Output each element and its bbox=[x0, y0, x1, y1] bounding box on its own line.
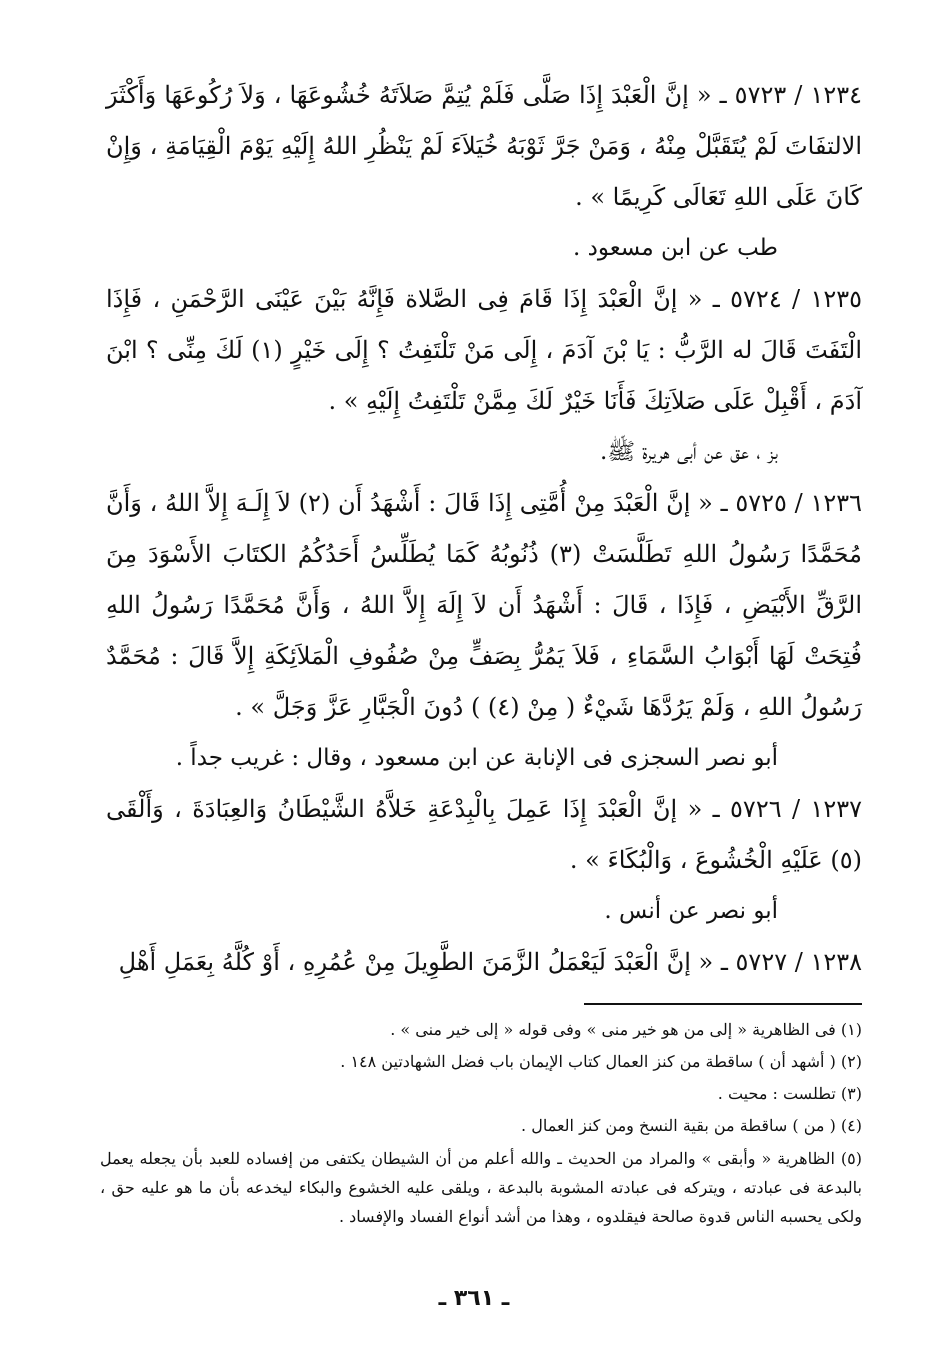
hadith-text: « إنَّ الْعَبْدَ إِذَا قَامَ فِى الصَّلاة فَإِنَّهُ بَيْنَ عَيْنَى الرَّحْمَنِ ، فَإِذَا الْتَفَتَ قَالَ له الرَّبُّ : يَا بْنَ آدَمَ ، إِلَى مَنْ تَلْتَفِتُ ؟ إِلَى خَيْرٍ (١) لَكَ مِنِّى ؟ ابْنَ آدَمَ ، أَقْبِلْ عَلَى صَلاَتِكَ فَأَنَا خَيْرٌ لَكَ مِمَّنْ تَلْتَفِتُ إِلَيْهِ » . bbox=[106, 285, 862, 415]
hadith-entry: ١٢٣٧ / ٥٧٢٦ ـ « إنَّ الْعَبْدَ إِذَا عَمِلَ بِالْبِدْعَةِ خَلاَّهُ الشَّيْطَانُ وَالعِبَادَةَ ، وَأَلْقَى (٥) عَلَيْهِ الْخُشُوعَ ، وَالْبُكَاءَ » . bbox=[106, 795, 862, 874]
hadith-text: « إنَّ الْعَبْدَ مِنْ أُمَّتِى إِذَا قَالَ : أَشْهَدُ أَن (٢) لاَ إِلَـهَ إِلاَّ اللهُ ، وَأَنَّ مُحَمَّدًا رَسُولُ اللهِ تَطَلَّسَتْ (٣) ذُنُوبُهُ كَمَا يُطَلِّسُ أَحَدُكُمُ الكتَابَ الأَسْوَدَ مِنَ الرَّقِّ الأَبْيَضِ ، فَإِذَا ، قَالَ : أَشْهَدُ أَن لاَ إِلَهَ إِلاَّ اللهُ ، وَأَنَّ مُحَمَّدًا رَسُولُ اللهِ فُتِحَتْ لَهَا أَبْوَابُ السَّمَاءِ ، فَلاَ يَمُرُّ بِصَفٍّ مِنْ صُفُوفِ الْمَلاَئِكَةِ إِلاَّ قَالَ : مُحَمَّدٌ رَسُولُ اللهِ ، وَلَمْ يَرُدَّهَا شَيْءٌ ( مِنْ (٤) ) دُونَ الْجَبَّارِ عَزَّ وَجَلَّ » . bbox=[106, 489, 862, 721]
hadith-source: بز ، عق عن أبى هريرة ﷺ. bbox=[600, 439, 778, 465]
footnote-2: (٢) ( أشهد أن ) ساقطة من كنز العمال كتاب الإيمان باب فضل الشهادتين ١٤٨ . bbox=[340, 1052, 862, 1071]
hadith-entry: ١٢٣٥ / ٥٧٢٤ ـ « إنَّ الْعَبْدَ إِذَا قَامَ فِى الصَّلاة فَإِنَّهُ بَيْنَ عَيْنَى الرَّحْمَنِ ، فَإِذَا الْتَفَتَ قَالَ له الرَّبُّ : يَا بْنَ آدَمَ ، إِلَى مَنْ تَلْتَفِتُ ؟ إِلَى خَيْرٍ (١) لَكَ مِنِّى ؟ ابْنَ آدَمَ ، أَقْبِلْ عَلَى صَلاَتِكَ فَأَنَا خَيْرٌ لَكَ مِمَّنْ تَلْتَفِتُ إِلَيْهِ » . bbox=[106, 285, 862, 415]
footnote-3: (٣) تطلست : محيت . bbox=[717, 1084, 862, 1103]
hadith-text: « إنَّ الْعَبْدَ إِذَا صَلَّى فَلَمْ يُتِمَّ صَلاَتَهُ خُشُوعَهَا ، وَلاَ رُكُوعَهَا وَأَكْثَرَ الالتفَاتَ لَمْ يُتَقَبَّلْ مِنْهُ ، وَمَنْ جَرَّ ثَوْبَهُ خُيَلاَءَ لَمْ يَنْظُرِ اللهُ إِلَيْهِ يَوْمَ الْقِيَامَةِ ، وَإِنْ كَانَ عَلَى اللهِ تَعَالَى كَرِيمًا » . bbox=[106, 81, 862, 211]
hadith-number: ١٢٣٥ / ٥٧٢٤ bbox=[730, 285, 862, 313]
hadith-source: طب عن ابن مسعود . bbox=[572, 235, 778, 261]
hadith-source: أبو نصر عن أنس . bbox=[604, 898, 778, 924]
hadith-number: ١٢٣٤ / ٥٧٢٣ bbox=[734, 81, 862, 109]
hadith-text: « إنَّ الْعَبْدَ إِذَا عَمِلَ بِالْبِدْعَةِ خَلاَّهُ الشَّيْطَانُ وَالعِبَادَةَ ، وَأَلْقَى (٥) عَلَيْهِ الْخُشُوعَ ، وَالْبُكَاءَ » . bbox=[106, 795, 862, 874]
footnote-4: (٤) ( من ) ساقطة من بقية النسخ ومن كنز العمال . bbox=[521, 1116, 862, 1135]
footnote-divider bbox=[584, 1003, 862, 1005]
hadith-number: ١٢٣٧ / ٥٧٢٦ bbox=[730, 795, 862, 823]
hadith-source: أبو نصر السجزى فى الإنابة عن ابن مسعود ، وقال : غريب جداً . bbox=[175, 745, 778, 771]
hadith-entry: ١٢٣٤ / ٥٧٢٣ ـ « إنَّ الْعَبْدَ إِذَا صَلَّى فَلَمْ يُتِمَّ صَلاَتَهُ خُشُوعَهَا ، وَلاَ رُكُوعَهَا وَأَكْثَرَ الالتفَاتَ لَمْ يُتَقَبَّلْ مِنْهُ ، وَمَنْ جَرَّ ثَوْبَهُ خُيَلاَءَ لَمْ يَنْظُرِ اللهُ إِلَيْهِ يَوْمَ الْقِيَامَةِ ، وَإِنْ كَانَ عَلَى اللهِ تَعَالَى كَرِيمًا » . bbox=[106, 81, 862, 211]
main-text bbox=[106, 70, 862, 988]
hadith-entry: ١٢٣٦ / ٥٧٢٥ ـ « إنَّ الْعَبْدَ مِنْ أُمَّتِى إِذَا قَالَ : أَشْهَدُ أَن (٢) لاَ إِلَـهَ إِلاَّ اللهُ ، وَأَنَّ مُحَمَّدًا رَسُولُ اللهِ تَطَلَّسَتْ (٣) ذُنُوبُهُ كَمَا يُطَلِّسُ أَحَدُكُمُ الكتَابَ الأَسْوَدَ مِنَ الرَّقِّ الأَبْيَضِ ، فَإِذَا ، قَالَ : أَشْهَدُ أَن لاَ إِلَهَ إِلاَّ اللهُ ، وَأَنَّ مُحَمَّدًا رَسُولُ اللهِ فُتِحَتْ لَهَا أَبْوَابُ السَّمَاءِ ، فَلاَ يَمُرُّ بِصَفٍّ مِنْ صُفُوفِ الْمَلاَئِكَةِ إِلاَّ قَالَ : مُحَمَّدٌ رَسُولُ اللهِ ، وَلَمْ يَرُدَّهَا شَيْءٌ ( مِنْ (٤) ) دُونَ الْجَبَّارِ عَزَّ وَجَلَّ » . bbox=[106, 489, 862, 721]
hadith-number: ١٢٣٦ / ٥٧٢٥ bbox=[735, 489, 862, 517]
hadith-entry: ١٢٣٨ / ٥٧٢٧ ـ « إنَّ الْعَبْدَ لَيَعْمَلُ الزَّمَنَ الطَّوِيلَ مِنْ عُمُرِهِ ، أَوْ كُلَّهُ بِعَمَلِ أَهْلِ bbox=[118, 948, 862, 976]
hadith-text: « إنَّ الْعَبْدَ لَيَعْمَلُ الزَّمَنَ الطَّوِيلَ مِنْ عُمُرِهِ ، أَوْ كُلَّهُ بِعَمَلِ أَهْلِ bbox=[118, 948, 714, 976]
page-number: ـ ٣٦١ ـ bbox=[438, 1286, 510, 1311]
footnote-1: (١) فى الظاهرية « إلى من هو خير منى » وفى قوله « إلى خير منى » . bbox=[390, 1020, 862, 1039]
footnote-5: (٥) الظاهرية « وأبقى » والمراد من الحديث ـ والله أعلم من أن الشيطان يكتفى من إفساده للعبد بأن يجعله يعمل بالبدعة فى عبادته ، ويتركه فى عبادته المشوبة بالبدعة ، ويلقى عليه الخشوع والبكاء ليخدعه بأن ما هو عليه حق ، ولكى يحسبه الناس قدوة صالحة فيقلدوه ، وهذا من أشد أنواع الفساد والإفساد . bbox=[100, 1149, 863, 1226]
hadith-number: ١٢٣٨ / ٥٧٢٧ bbox=[735, 948, 862, 976]
footnotes bbox=[100, 1016, 862, 1235]
